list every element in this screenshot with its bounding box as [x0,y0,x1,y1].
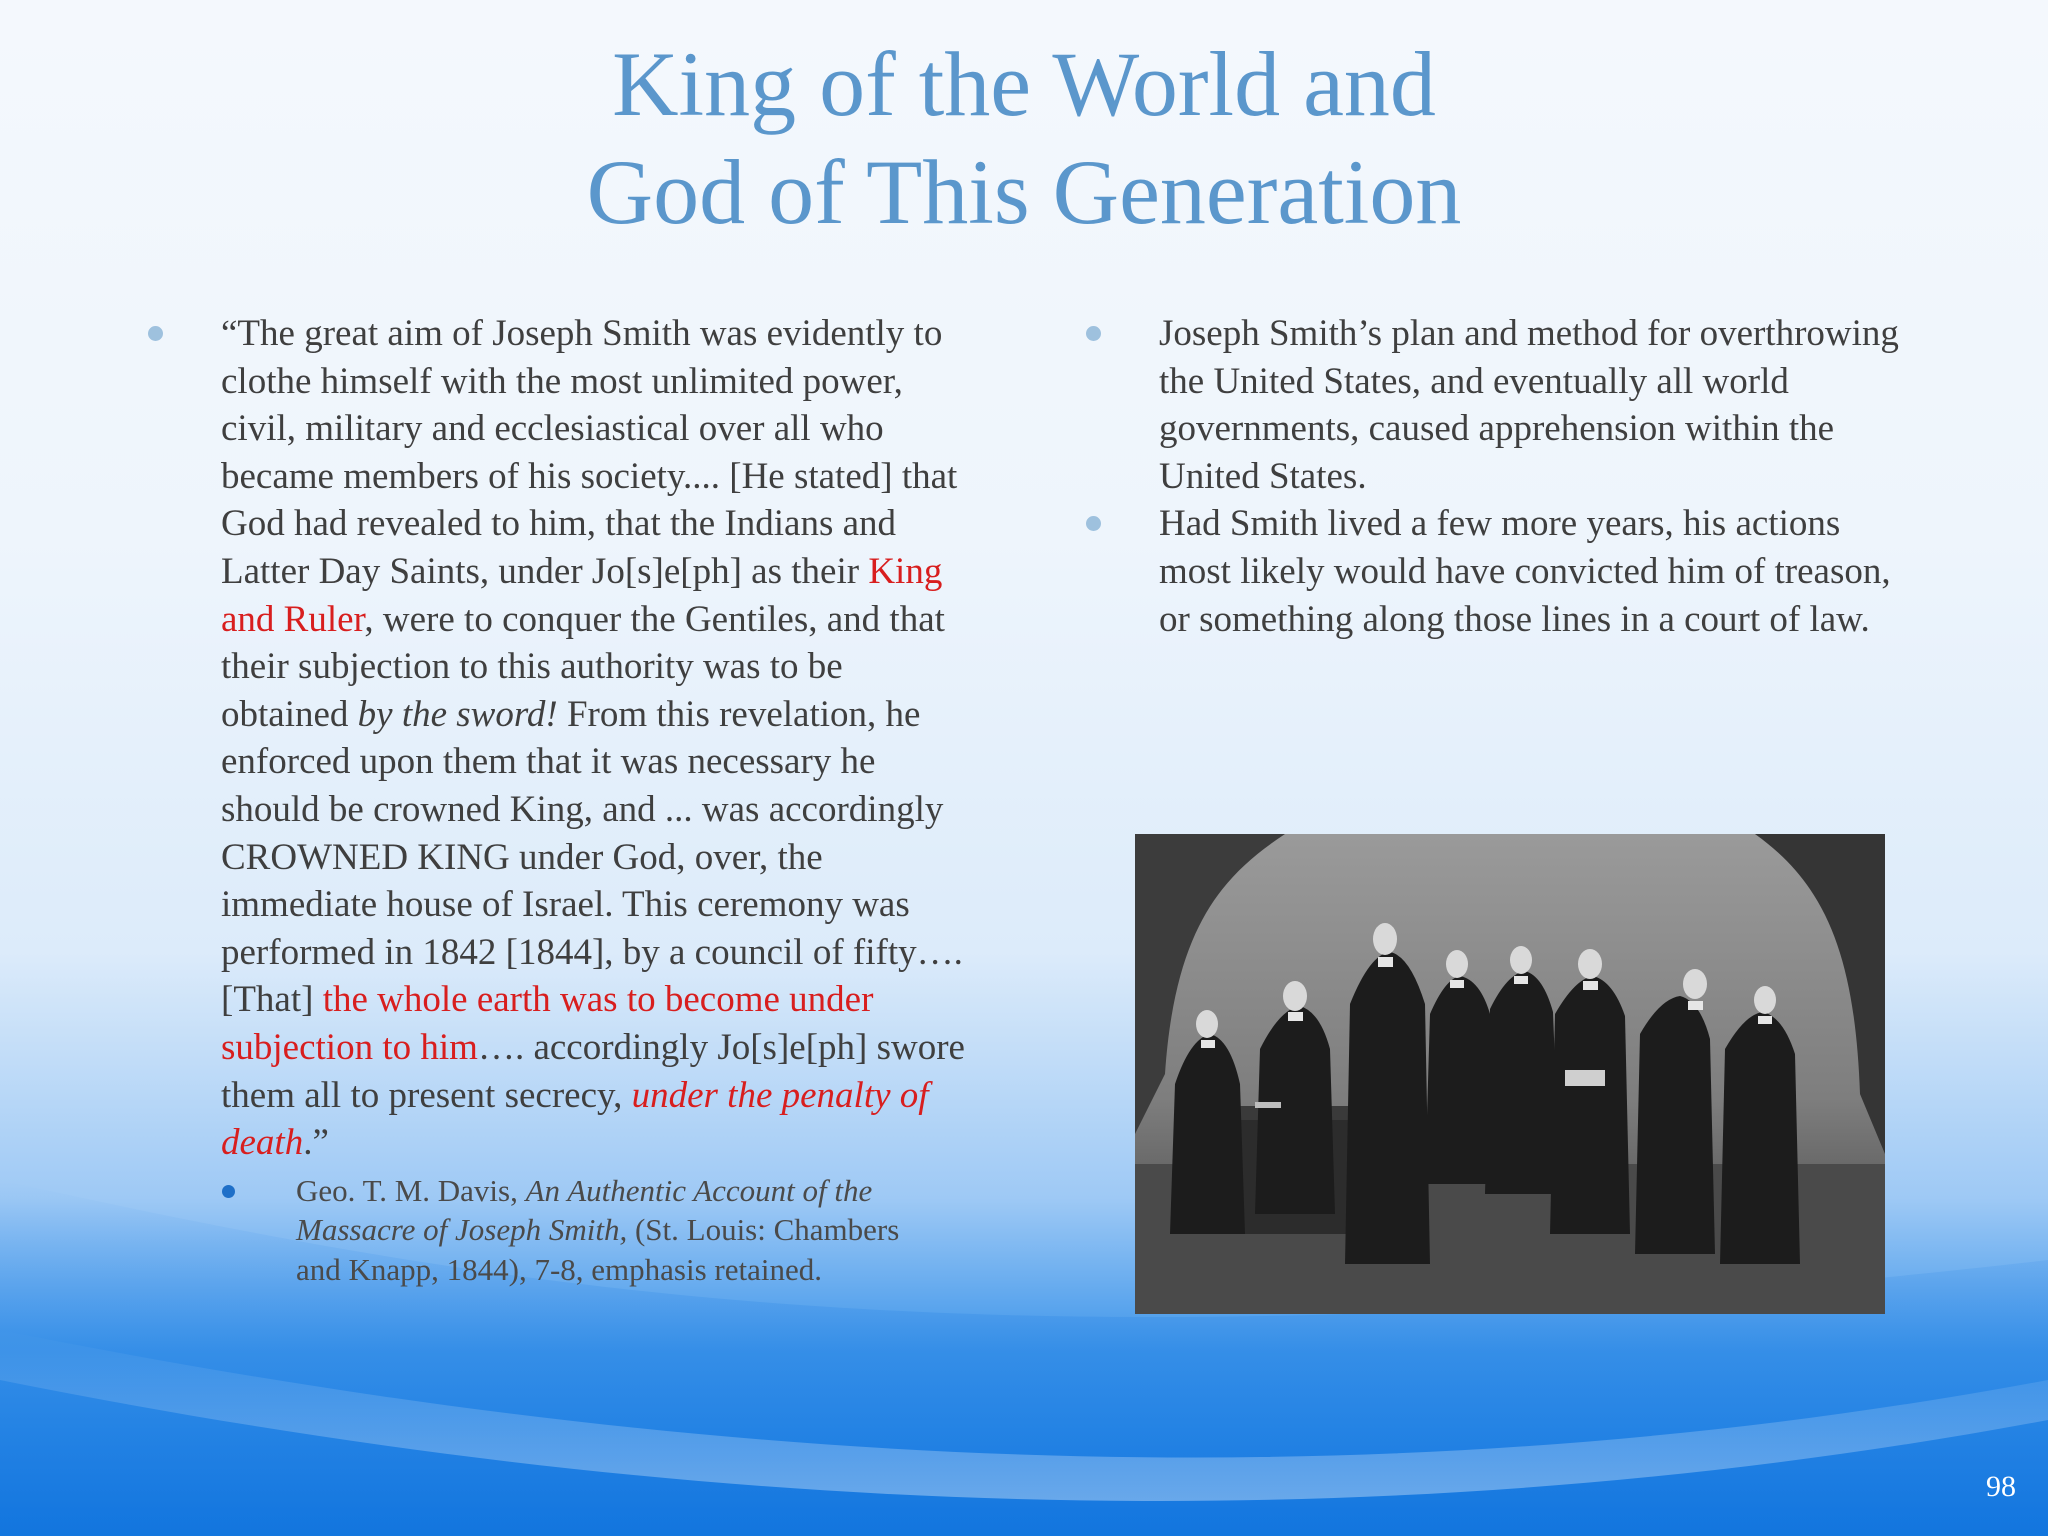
title-line-2: God of This Generation [586,141,1462,243]
quote-bullet [148,310,978,1167]
emphasis-penalty-of-death: under the penalty of death [221,1074,929,1164]
citation-bullet [222,1171,936,1290]
quote-part-2: , were to conquer the Gentiles, and that their subjection to this authority was to be obtained [221,598,945,735]
quote-part-1: “The great aim of Joseph Smith was evidently to clothe himself with the most unlimited power, civil, military and ecclesiastical over all who became members of his society.... [He stated] that God had revealed to him, that the Indians and Latter Day Saints, under Jo[s]e[ph] as their [221,313,958,592]
citation-title: An Authentic Account of the Massacre of Joseph Smith, [296,1172,873,1248]
painting-illustration [1135,834,1885,1314]
quote-close: .” [303,1122,329,1164]
right-bullet-1 [1086,310,1906,500]
bullet-dot-icon [1086,516,1101,531]
left-column [148,310,978,1289]
right-bullet-2-text: Had Smith lived a few more years, his actions most likely would have convicted him of treason, or something along those lines in a court of law. [1159,503,1891,640]
emphasis-whole-earth: the whole earth was to become under subjection to him [221,979,874,1068]
title-line-1: King of the World and [612,33,1436,135]
council-painting-image [1135,834,1885,1314]
citation-details: (St. Louis: Chambers and Knapp, 1844), 7-8, emphasis retained. [296,1212,900,1287]
quote-text [221,313,965,1163]
slide-title [0,30,2048,246]
sub-bullet-dot-icon [222,1185,235,1198]
page-number: 98 [1986,1470,2016,1503]
emphasis-by-the-sword: by the sword! [357,693,558,735]
right-column [1086,310,1906,643]
quote-part-4: …. accordingly Jo[s]e[ph] swore them all to present secrecy, [221,1026,965,1116]
right-bullet-2 [1086,500,1906,643]
citation-author: Geo. T. M. Davis, [296,1172,526,1208]
bullet-dot-icon [148,326,163,341]
right-bullet-1-text: Joseph Smith’s plan and method for overthrowing the United States, and eventually all world governments, caused apprehension within the United States. [1159,313,1899,497]
quote-part-3: From this revelation, he enforced upon them that it was necessary he should be crowned King, and ... was accordingly CROWNED KING under God, over, the immediate house of Israel. This ceremony was performed in 1842 [1844], by a council of fifty…. [That] [221,693,963,1021]
emphasis-king-and-ruler: King and Ruler [221,550,943,640]
bullet-dot-icon [1086,326,1101,341]
